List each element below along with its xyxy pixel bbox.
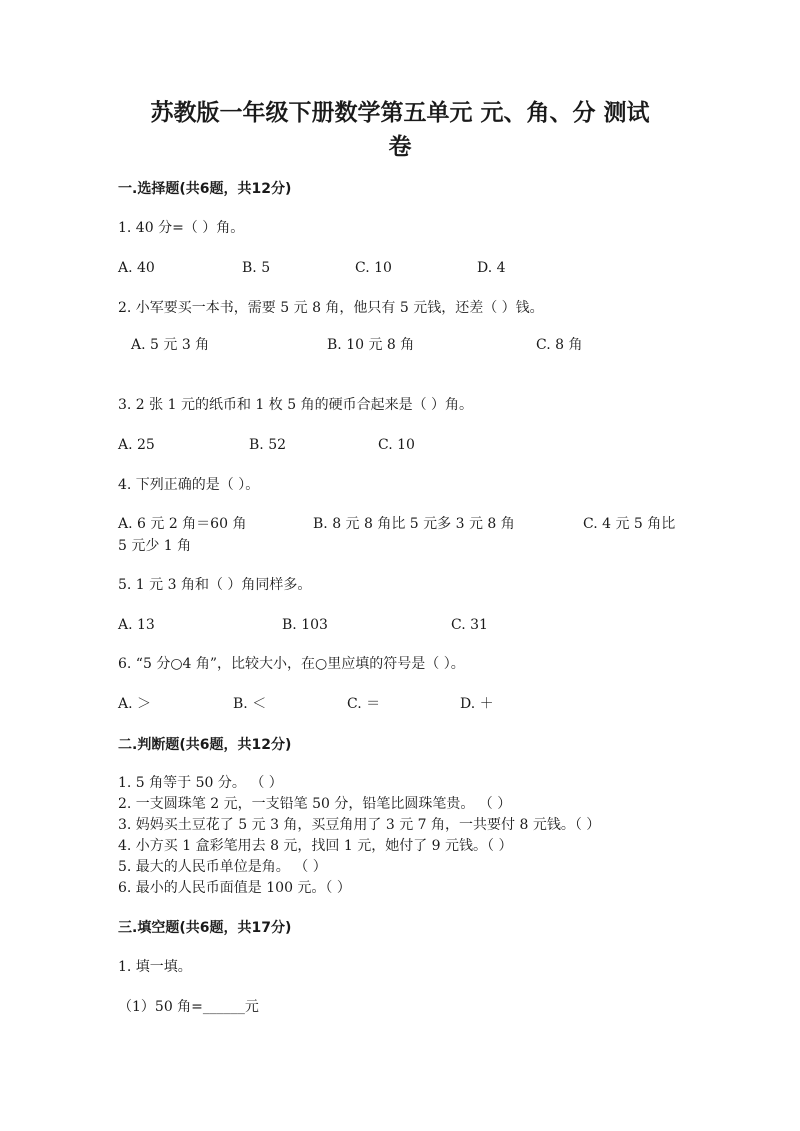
judge-item-1: 1. 5 角等于 50 分。 （ ） <box>118 775 283 791</box>
question-6-option-a: A. ＞ <box>118 696 152 712</box>
question-3-stem: 3. 2 张 1 元的纸币和 1 枚 5 角的硬币合起来是（ ）角。 <box>118 397 474 413</box>
judge-item-5: 5. 最大的人民币单位是角。 （ ） <box>118 859 327 875</box>
question-3-option-a: A. 25 <box>118 437 155 453</box>
question-5-option-b: B. 103 <box>282 617 328 633</box>
judge-item-3: 3. 妈妈买土豆花了 5 元 3 角，买豆角用了 3 元 7 角，一共要付 8 元钱。（ ） <box>118 817 601 833</box>
question-2-option-a: A. 5 元 3 角 <box>131 337 210 353</box>
question-6-option-b: B. ＜ <box>233 696 267 712</box>
question-1-stem: 1. 40 分=（ ）角。 <box>118 220 245 236</box>
question-2-option-b: B. 10 元 8 角 <box>327 337 415 353</box>
judge-item-6: 6. 最小的人民币面值是 100 元。（ ） <box>118 880 351 896</box>
question-2-option-c: C. 8 角 <box>536 337 583 353</box>
judge-item-2: 2. 一支圆珠笔 2 元，一支铅笔 50 分，铅笔比圆珠笔贵。 （ ） <box>118 796 512 812</box>
question-5-option-c: C. 31 <box>451 617 488 633</box>
fill-question-1-sub-1: （1）50 角=______元 <box>118 999 259 1015</box>
question-4-option-a: A. 6 元 2 角＝60 角 <box>118 516 247 532</box>
page-title <box>100 96 700 164</box>
question-4-option-c: C. 4 元 5 角比 <box>583 516 676 532</box>
question-5-stem: 5. 1 元 3 角和（ ）角同样多。 <box>118 577 312 593</box>
question-6-option-d: D. ＋ <box>460 696 494 712</box>
section-heading-fill: 三.填空题(共6题，共17分) <box>118 920 292 936</box>
title-line-2: 卷 <box>388 133 412 160</box>
section-heading-judge: 二.判断题(共6题，共12分) <box>118 737 292 753</box>
section-heading-choice: 一.选择题(共6题，共12分) <box>118 181 292 197</box>
question-1-option-b: B. 5 <box>242 260 271 276</box>
question-6-option-c: C. ＝ <box>347 696 381 712</box>
question-4-stem: 4. 下列正确的是（ ）。 <box>118 477 260 493</box>
question-3-option-b: B. 52 <box>249 437 287 453</box>
question-1-option-c: C. 10 <box>355 260 392 276</box>
question-5-option-a: A. 13 <box>118 617 155 633</box>
question-4-option-c-continued: 5 元少 1 角 <box>118 538 192 554</box>
question-4-option-b: B. 8 元 8 角比 5 元多 3 元 8 角 <box>313 516 515 532</box>
judge-item-4: 4. 小方买 1 盒彩笔用去 8 元，找回 1 元，她付了 9 元钱。（ ） <box>118 838 513 854</box>
title-line-1: 苏教版一年级下册数学第五单元 元、角、分 测试 <box>150 99 650 126</box>
question-3-option-c: C. 10 <box>378 437 415 453</box>
question-6-stem: 6. “5 分○4 角”，比较大小，在○里应填的符号是（ ）。 <box>118 656 465 672</box>
question-2-stem: 2. 小军要买一本书，需要 5 元 8 角，他只有 5 元钱，还差（ ）钱。 <box>118 300 544 316</box>
question-1-option-d: D. 4 <box>477 260 506 276</box>
fill-question-1-stem: 1. 填一填。 <box>118 959 192 975</box>
question-1-option-a: A. 40 <box>118 260 155 276</box>
